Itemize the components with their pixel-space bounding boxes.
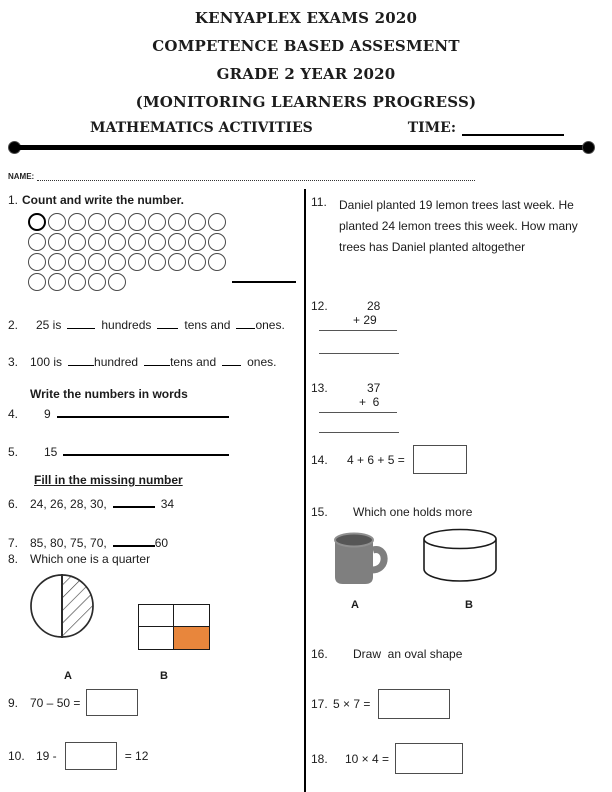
addend-bottom: + 29 xyxy=(353,313,377,327)
circle-shape xyxy=(208,213,226,231)
question-text: 24, 26, 28, 30, xyxy=(30,497,107,511)
rule-bar xyxy=(15,145,590,150)
answer-blank[interactable] xyxy=(113,534,155,547)
exam-title: KENYAPLEX EXAMS 2020 xyxy=(194,9,418,27)
question-text: 25 is xyxy=(36,318,62,332)
grid-cell xyxy=(139,627,174,649)
answer-box[interactable] xyxy=(378,689,450,719)
question-text: Which one is a quarter xyxy=(30,552,151,566)
circle-shape xyxy=(88,253,106,271)
circle-shape xyxy=(48,233,66,251)
question-number: 4. xyxy=(8,407,19,421)
capacity-options-figure xyxy=(329,527,608,591)
question-text: hundred xyxy=(94,355,139,369)
question-expression: 70 – 50 = xyxy=(30,695,81,710)
left-column xyxy=(0,189,304,792)
circle-shape xyxy=(148,253,166,271)
question-text: 100 is xyxy=(30,355,63,369)
question-2 xyxy=(8,316,300,332)
q12-sum-line xyxy=(319,330,397,331)
name-input-line[interactable] xyxy=(37,171,475,181)
question-number: 8. xyxy=(8,552,19,566)
grid-fraction-figure xyxy=(138,604,210,650)
quarter-options-figure xyxy=(26,570,300,662)
question-number: 18. xyxy=(311,751,328,766)
question-expression: 10 × 4 = xyxy=(345,751,390,766)
q13-answer-line[interactable] xyxy=(319,432,399,433)
q15-option-labels xyxy=(311,599,608,611)
circle-shape xyxy=(188,213,206,231)
question-5 xyxy=(8,443,300,459)
circle-shape xyxy=(208,233,226,251)
subject-time-row xyxy=(90,120,564,136)
question-text: tens and xyxy=(170,355,217,369)
q13-sum-line xyxy=(319,412,397,413)
circle-shape xyxy=(108,213,126,231)
question-text: Which one holds more xyxy=(353,505,473,519)
circle-shape xyxy=(108,273,126,291)
question-number: 12. xyxy=(311,299,328,313)
question-columns xyxy=(0,189,612,792)
circle-shape xyxy=(48,273,66,291)
circle-shape xyxy=(28,253,46,271)
question-17 xyxy=(311,689,608,719)
question-16 xyxy=(311,647,608,661)
question-number: 3. xyxy=(8,355,19,369)
circle-shape xyxy=(68,213,86,231)
question-4 xyxy=(8,405,300,421)
question-number: 17. xyxy=(311,697,328,711)
section-heading-words: Write the numbers in words xyxy=(30,387,188,401)
question-3 xyxy=(8,353,300,369)
question-text: ones. xyxy=(247,355,277,369)
question-7 xyxy=(8,534,300,550)
circle-shape xyxy=(28,273,46,291)
answer-blank[interactable] xyxy=(222,353,241,366)
answer-blank[interactable] xyxy=(113,495,155,508)
answer-blank[interactable] xyxy=(157,316,178,329)
grid-cell xyxy=(139,605,174,627)
option-b-label: B xyxy=(159,670,168,682)
question-text: ones. xyxy=(255,318,285,332)
q8-option-labels xyxy=(8,670,300,682)
counting-circles-figure xyxy=(28,213,300,299)
question-number: 10. xyxy=(8,749,25,763)
question-number: 6. xyxy=(8,497,19,511)
circle-shape xyxy=(128,253,146,271)
circle-shape xyxy=(188,233,206,251)
addend-bottom: + 6 xyxy=(359,395,380,409)
question-number: 5. xyxy=(8,445,19,459)
question-13 xyxy=(311,381,608,409)
question-10 xyxy=(8,742,300,770)
answer-blank[interactable] xyxy=(63,443,229,456)
circle-shape xyxy=(28,233,46,251)
answer-box[interactable] xyxy=(413,445,467,474)
question-9 xyxy=(8,689,300,716)
section-heading-missing: Fill in the missing number xyxy=(34,473,183,487)
option-b-label: B xyxy=(464,599,473,611)
circle-shape xyxy=(48,253,66,271)
cylinder-figure xyxy=(421,527,499,589)
circle-shape xyxy=(168,253,186,271)
answer-blank[interactable] xyxy=(236,316,255,329)
answer-blank[interactable] xyxy=(67,316,95,329)
exam-subtitle-assessment: COMPETENCE BASED ASSESMENT xyxy=(152,37,460,55)
rule-right-dot xyxy=(582,141,595,154)
question-15 xyxy=(311,505,608,519)
circle-shape xyxy=(128,213,146,231)
circle-shape xyxy=(88,233,106,251)
question-number: 9. xyxy=(8,695,19,710)
circle-shape xyxy=(48,213,66,231)
question-text: Count and write the number. xyxy=(22,193,185,207)
question-6 xyxy=(8,495,300,511)
question-text: 34 xyxy=(160,497,175,511)
circle-shape xyxy=(108,233,126,251)
option-a-label: A xyxy=(351,599,359,611)
question-text: Draw an oval shape xyxy=(353,647,463,661)
question-text: tens and xyxy=(184,318,231,332)
circle-shape xyxy=(88,273,106,291)
question-text: hundreds xyxy=(101,318,152,332)
question-1 xyxy=(8,193,300,207)
mug-figure xyxy=(329,527,389,589)
exam-progress-note: (MONITORING LEARNERS PROGRESS) xyxy=(135,93,477,111)
time-label: TIME: xyxy=(407,120,456,136)
circle-shape xyxy=(68,253,86,271)
option-a-label: A xyxy=(64,670,72,682)
question-number: 1. xyxy=(8,193,19,207)
question-12 xyxy=(311,299,608,327)
circle-shape xyxy=(68,233,86,251)
half-shaded-circle-figure xyxy=(26,570,98,642)
name-label: NAME: xyxy=(8,172,35,181)
question-expression: 4 + 6 + 5 = xyxy=(347,452,405,467)
question-18 xyxy=(311,743,608,774)
answer-blank[interactable] xyxy=(68,353,94,366)
circle-shape xyxy=(68,273,86,291)
answer-blank[interactable] xyxy=(57,405,229,418)
right-column xyxy=(304,189,612,792)
answer-box[interactable] xyxy=(65,742,117,770)
question-number: 11. xyxy=(311,195,327,209)
question-text: 19 - xyxy=(36,749,57,763)
grid-cell-shaded xyxy=(174,627,209,649)
exam-grade-year: GRADE 2 YEAR 2020 xyxy=(216,65,396,83)
circle-shape xyxy=(108,253,126,271)
answer-blank[interactable] xyxy=(144,353,170,366)
question-11 xyxy=(311,195,608,258)
grid-cell xyxy=(174,605,209,627)
name-row xyxy=(8,171,612,181)
circle-shape xyxy=(188,253,206,271)
addend-top: 28 xyxy=(367,299,381,313)
question-expression: 5 × 7 = xyxy=(333,697,371,711)
circle-shape xyxy=(168,213,186,231)
circle-shape xyxy=(168,233,186,251)
q12-answer-line[interactable] xyxy=(319,353,399,354)
question-value: 15 xyxy=(44,445,58,459)
question-14 xyxy=(311,445,608,474)
question-number: 14. xyxy=(311,452,328,467)
question-number: 16. xyxy=(311,647,328,661)
circle-shape xyxy=(208,253,226,271)
question-value: 9 xyxy=(44,407,51,421)
question-text: 60 xyxy=(154,536,169,550)
question-number: 7. xyxy=(8,536,19,550)
question-text: 85, 80, 75, 70, xyxy=(30,536,107,550)
circle-shape xyxy=(128,233,146,251)
subject-title: MATHEMATICS ACTIVITIES xyxy=(90,120,313,136)
q1-answer-line[interactable] xyxy=(232,281,296,283)
time-blank[interactable] xyxy=(462,122,564,136)
circle-shape xyxy=(148,233,166,251)
exam-header xyxy=(0,0,612,111)
circle-shape xyxy=(28,213,46,231)
header-rule xyxy=(0,139,612,155)
question-8 xyxy=(8,552,300,566)
circle-shape xyxy=(88,213,106,231)
question-number: 13. xyxy=(311,381,328,395)
answer-box[interactable] xyxy=(395,743,463,774)
addend-top: 37 xyxy=(367,381,381,395)
question-text: = 12 xyxy=(124,749,149,763)
answer-box[interactable] xyxy=(86,689,138,716)
question-number: 2. xyxy=(8,318,19,332)
circle-shape xyxy=(148,213,166,231)
question-text: Daniel planted 19 lemon trees last week. He planted 24 lemon trees this week. How many trees has Daniel planted altogether xyxy=(339,198,578,254)
question-number: 15. xyxy=(311,505,328,519)
